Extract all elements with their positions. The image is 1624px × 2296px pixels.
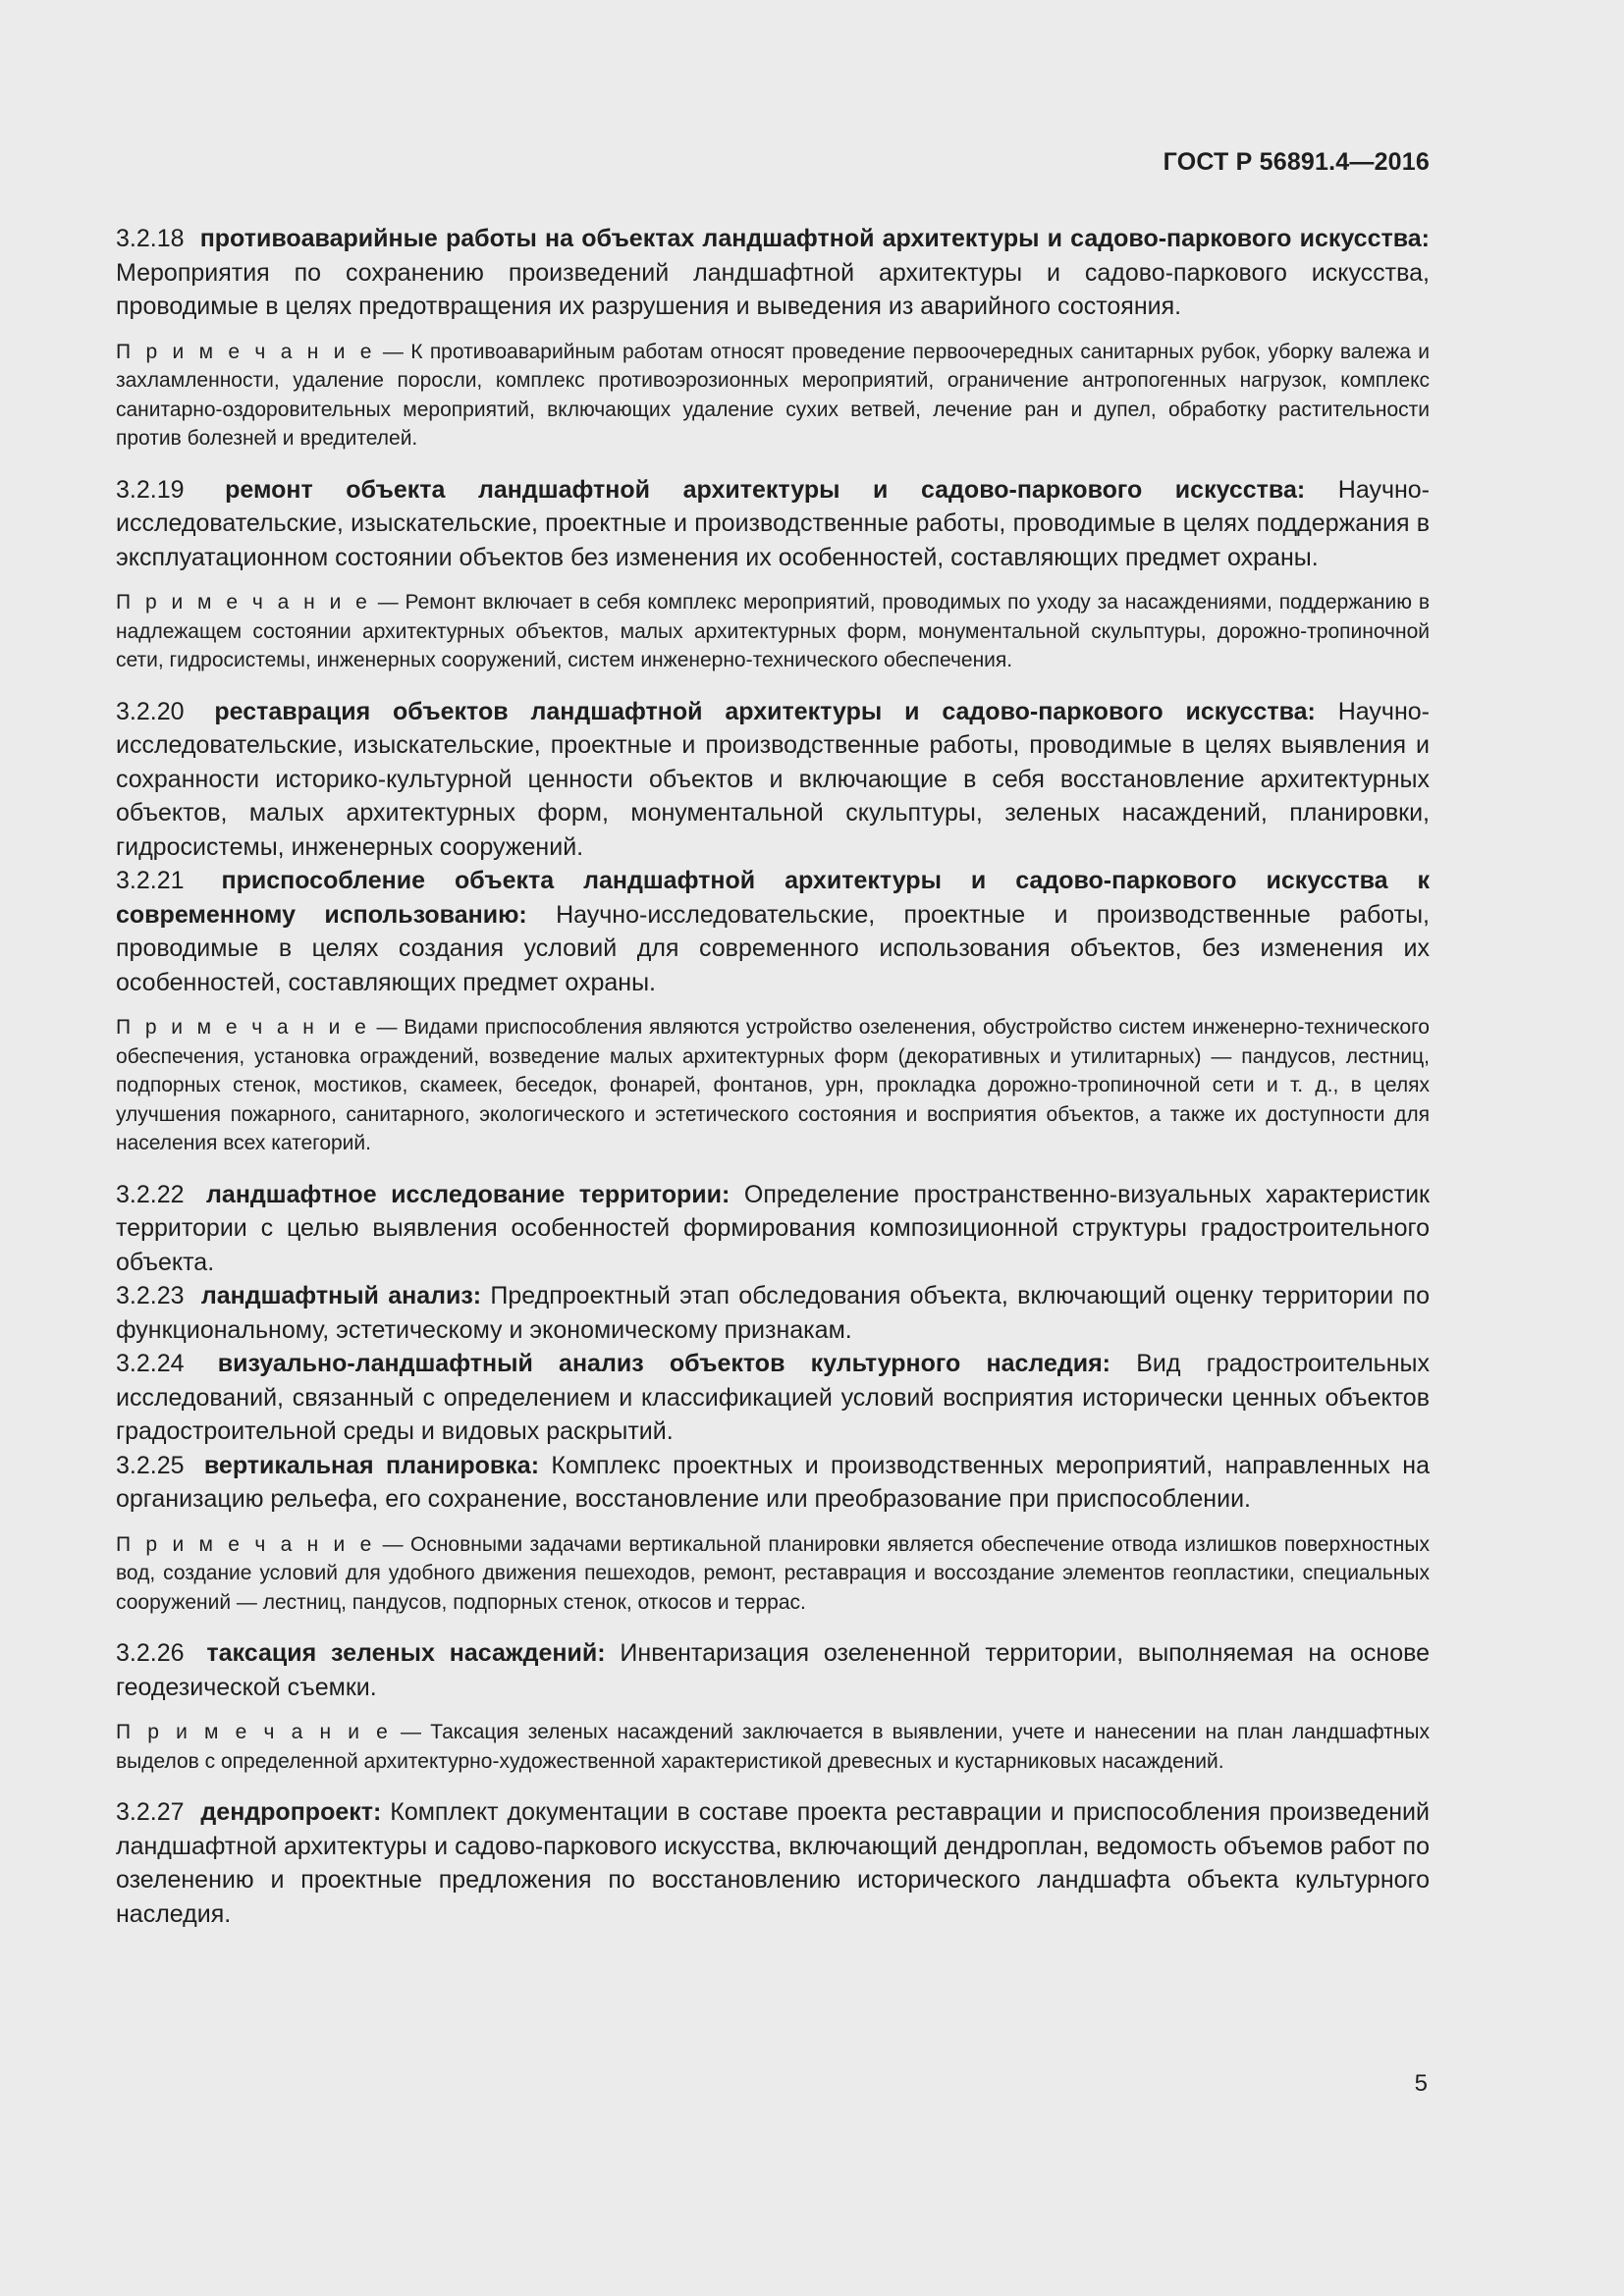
term-name: вертикальная планировка: <box>203 1451 540 1479</box>
note-label: П р и м е ч а н и е <box>116 1721 392 1743</box>
term-name: ремонт объекта ландшафтной архитектуры и садово-паркового искусства: <box>225 475 1306 504</box>
page-number: 5 <box>1414 2070 1428 2097</box>
term-name: таксация зеленых насаждений: <box>206 1639 606 1667</box>
note-label: П р и м е ч а н и е <box>116 1532 376 1556</box>
term-entry-3-2-18 <box>116 222 1430 324</box>
note-text: — Таксация зеленых насаждений заключается в выявлении, учете и нанесении на план ландшафтных выделов с определенной архитектурно-художественной характеристикой древесных и кустарниковых насаждений. <box>116 1721 1430 1773</box>
term-name: визуально-ландшафтный анализ объектов культурного наследия: <box>217 1350 1111 1377</box>
note-text: — Основными задачами вертикальной планировки является обеспечение отвода излишков поверхностных вод, создание условий для удобного движения пешеходов, ремонт, реставрация и воссоздание элементов геопластики, специальных сооружений — лестниц, пандусов, подпорных стенок, откосов и террас. <box>116 1532 1430 1614</box>
term-entry-3-2-21 <box>116 864 1430 999</box>
term-entry-3-2-19 <box>116 473 1430 575</box>
term-number: 3.2.26 <box>116 1639 185 1667</box>
term-definition: Определение пространственно-визуальных характеристик территории с целью выявления особенностей формирования композиционной структуры градостроительного объекта. <box>116 1180 1430 1276</box>
term-name: ландшафтный анализ: <box>200 1282 482 1309</box>
term-name: дендропроект: <box>200 1798 382 1826</box>
term-name: реставрация объектов ландшафтной архитектуры и садово-паркового искусства: <box>214 697 1316 725</box>
term-entry-3-2-27 <box>116 1795 1430 1931</box>
note-text: — Видами приспособления являются устройство озеленения, обустройство систем инженерно-технического обеспечения, установка ограждений, возведение малых архитектурных форм (декоративных и утилитарных) — пандусов, лестниц, подпорных стенок, мостиков, скамеек, беседок, фонарей, фонтанов, урн, прокладка дорожно-тропиночной сети и т. д., в целях улучшения пожарного, санитарного, экологического и эстетического состояния и восприятия объектов, а также их доступности для населения всех категорий. <box>116 1016 1430 1154</box>
note-3-2-19 <box>116 588 1430 675</box>
term-number: 3.2.22 <box>116 1180 185 1208</box>
term-name: противоаварийные работы на объектах ландшафтной архитектуры и садово-паркового искусства: <box>199 225 1430 252</box>
term-definition: Научно-исследовательские, изыскательские, проектные и производственные работы, проводимые в целях выявления и сохранности историко-культурной ценности объектов и включающие в себя восстановление архитектурных объектов, малых архитектурных форм, монументальной скульптуры, зеленых насаждений, планировки, гидросистемы, инженерных сооружений. <box>116 697 1430 861</box>
term-definition: Предпроектный этап обследования объекта, включающий оценку территории по функциональному, эстетическому и экономическому признакам. <box>116 1282 1431 1344</box>
term-name: ландшафтное исследование территории: <box>206 1180 731 1208</box>
term-number: 3.2.27 <box>116 1798 185 1826</box>
term-definition: Научно-исследовательские, проектные и производственные работы, проводимые в целях создания условий для современного использования объектов, без изменения их особенностей, составляющих предмет охраны. <box>116 900 1431 996</box>
note-text: — Ремонт включает в себя комплекс мероприятий, проводимых по уходу за насаждениями, поддержанию в надлежащем состоянии архитектурных объектов, малых архитектурных форм, монументальной скульптуры, дорожно-тропиночной сети, гидросистемы, инженерных сооружений, систем инженерно-технического обеспечения. <box>116 591 1430 671</box>
term-definition: Научно-исследовательские, изыскательские, проектные и производственные работы, проводимые в целях поддержания в эксплуатационном состоянии объектов без изменения их особенностей, составляющих предмет охраны. <box>116 475 1431 571</box>
note-3-2-26 <box>116 1718 1430 1776</box>
term-number: 3.2.21 <box>116 867 185 894</box>
term-entry-3-2-22 <box>116 1178 1430 1280</box>
term-definition: Вид градостроительных исследований, связанный с определением и классификацией условий восприятия исторически ценных объектов градостроительной среды и видовых раскрытий. <box>116 1350 1430 1445</box>
term-number: 3.2.20 <box>116 697 185 725</box>
note-3-2-25 <box>116 1530 1430 1618</box>
term-number: 3.2.23 <box>116 1282 185 1309</box>
term-number: 3.2.24 <box>116 1350 185 1377</box>
term-entry-3-2-20 <box>116 695 1430 865</box>
term-number: 3.2.19 <box>116 475 185 504</box>
term-entry-3-2-25 <box>116 1449 1430 1517</box>
term-entry-3-2-24 <box>116 1347 1430 1449</box>
document-code-header: ГОСТ Р 56891.4—2016 <box>1163 148 1430 176</box>
term-entry-3-2-26 <box>116 1636 1430 1704</box>
term-entry-3-2-23 <box>116 1279 1430 1347</box>
note-label: П р и м е ч а н и е <box>116 1016 370 1039</box>
note-3-2-21 <box>116 1013 1430 1158</box>
term-definition: Мероприятия по сохранению произведений ландшафтной архитектуры и садово-паркового искусства, проводимые в целях предотвращения их разрушения и выведения из аварийного состояния. <box>116 258 1430 320</box>
note-label: П р и м е ч а н и е <box>116 340 376 363</box>
document-body <box>116 222 1430 1931</box>
term-name: приспособление объекта ландшафтной архитектуры и садово-паркового искусства к современному использованию: <box>116 867 1430 929</box>
note-label: П р и м е ч а н и е <box>116 591 371 614</box>
note-text: — К противоаварийным работам относят проведение первоочередных санитарных рубок, уборку валежа и захламленности, удаление поросли, комплекс противоэрозионных мероприятий, ограничение антропогенных нагрузок, комплекс санитарно-оздоровительных мероприятий, включающих удаление сухих ветвей, лечение ран и дупел, обработку растительности против болезней и вредителей. <box>116 340 1430 450</box>
term-definition: Комплект документации в составе проекта реставрации и приспособления произведений ландшафтной архитектуры и садово-паркового искусства, включающий дендроплан, ведомость объемов работ по озеленению и проектные предложения по восстановлению исторического ландшафта объекта культурного наследия. <box>116 1798 1430 1928</box>
note-3-2-18 <box>116 338 1430 454</box>
term-number: 3.2.18 <box>116 225 185 252</box>
term-definition: Комплекс проектных и производственных мероприятий, направленных на организацию рельефа, его сохранение, восстановление или преобразование при приспособлении. <box>116 1451 1430 1513</box>
term-definition: Инвентаризация озелененной территории, выполняемая на основе геодезической съемки. <box>116 1639 1431 1701</box>
term-number: 3.2.25 <box>116 1451 185 1479</box>
